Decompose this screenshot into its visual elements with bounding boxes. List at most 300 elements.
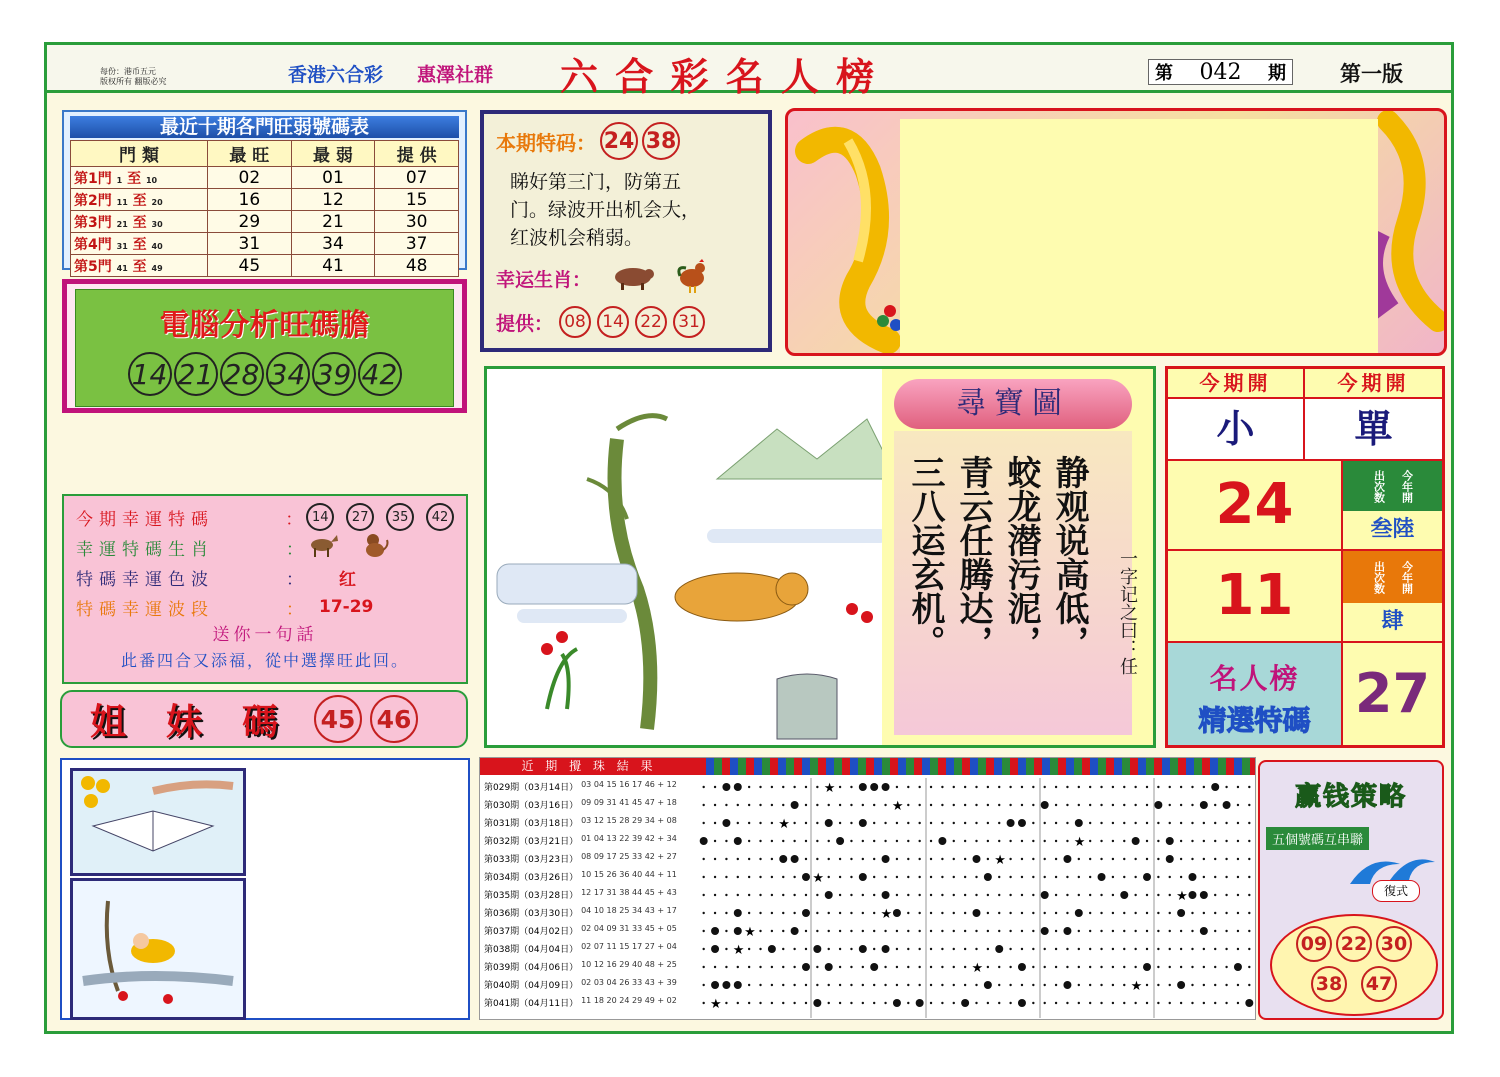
empty-dot-mark [884, 876, 886, 878]
picture-panel [60, 758, 470, 1020]
empty-dot-mark [941, 876, 943, 878]
empty-dot-mark [1044, 786, 1046, 788]
empty-dot-mark [1078, 894, 1080, 896]
drawn-dot-mark [722, 981, 730, 989]
empty-dot-mark [748, 822, 750, 824]
empty-dot-mark [1248, 858, 1250, 860]
open-header-2: 今期開 [1305, 369, 1442, 399]
empty-dot-mark [1021, 786, 1023, 788]
empty-dot-mark [998, 840, 1000, 842]
empty-dot-mark [805, 822, 807, 824]
door-to-word: 至 [132, 236, 147, 253]
empty-dot-mark [1157, 822, 1159, 824]
empty-dot-mark [828, 876, 830, 878]
lucky-number: 35 [386, 503, 414, 531]
drawn-dot-mark [734, 981, 742, 989]
drawn-dot-mark [779, 855, 787, 863]
empty-dot-mark [1112, 984, 1114, 986]
empty-dot-mark [1191, 912, 1193, 914]
empty-dot-mark [759, 930, 761, 932]
empty-dot-mark [918, 966, 920, 968]
tag-year: 今年開 [1400, 560, 1414, 594]
empty-dot-mark [1089, 894, 1091, 896]
empty-dot-mark [1146, 840, 1148, 842]
empty-dot-mark [1203, 948, 1205, 950]
empty-dot-mark [1180, 1002, 1182, 1004]
empty-dot-mark [964, 948, 966, 950]
computer-title: 電腦分析旺碼膽 [159, 308, 370, 343]
empty-dot-mark [1237, 840, 1239, 842]
empty-dot-mark [725, 858, 727, 860]
result-numbers: 10 15 26 36 40 44 + 11 [581, 870, 677, 879]
empty-dot-mark [1237, 876, 1239, 878]
empty-dot-mark [953, 948, 955, 950]
lucky-panel: 今期幸運特碼 ： 14 27 35 42 幸運特碼生肖 ： 特碼幸運色波 ： 红 特碼幸運波段 ： 17-29 送你一句話 此番四合又添福，從中選擇旺此回。 [62, 494, 468, 684]
empty-dot-mark [1214, 840, 1216, 842]
empty-dot-mark [725, 894, 727, 896]
empty-dot-mark [1180, 966, 1182, 968]
empty-dot-mark [702, 894, 704, 896]
empty-dot-mark [1089, 858, 1091, 860]
empty-dot-mark [1191, 786, 1193, 788]
empty-dot-mark [782, 876, 784, 878]
list-item [484, 852, 696, 870]
empty-dot-mark [1191, 966, 1193, 968]
empty-dot-mark [941, 912, 943, 914]
empty-dot-mark [737, 858, 739, 860]
drawn-dot-mark [734, 783, 742, 791]
drawn-dot-mark [791, 927, 799, 935]
drawn-dot-mark [870, 963, 878, 971]
empty-dot-mark [896, 822, 898, 824]
empty-dot-mark [1214, 948, 1216, 950]
issue-box [1148, 59, 1293, 85]
empty-dot-mark [1021, 912, 1023, 914]
empty-dot-mark [805, 930, 807, 932]
list-item [484, 816, 696, 834]
result-issue: 第037期（04月02日） [484, 927, 579, 937]
empty-dot-mark [987, 1002, 989, 1004]
empty-dot-mark [816, 930, 818, 932]
empty-dot-mark [1225, 858, 1227, 860]
empty-dot-mark [1237, 948, 1239, 950]
empty-dot-mark [953, 966, 955, 968]
empty-dot-mark [1180, 858, 1182, 860]
empty-dot-mark [839, 894, 841, 896]
empty-dot-mark [1055, 876, 1057, 878]
empty-dot-mark [918, 876, 920, 878]
drawn-dot-mark [1120, 891, 1128, 899]
empty-dot-mark [1237, 894, 1239, 896]
empty-dot-mark [793, 984, 795, 986]
empty-dot-mark [1203, 858, 1205, 860]
empty-dot-mark [1009, 894, 1011, 896]
lucky-color-value: 红 [339, 569, 356, 590]
provide-number: 31 [673, 306, 705, 338]
drawn-dot-mark [791, 801, 799, 809]
drawn-dot-mark [1177, 909, 1185, 917]
empty-dot-mark [998, 876, 1000, 878]
result-issue: 第035期（03月28日） [484, 891, 579, 901]
empty-dot-mark [1044, 948, 1046, 950]
empty-dot-mark [1214, 984, 1216, 986]
empty-dot-mark [1225, 948, 1227, 950]
empty-dot-mark [1214, 1002, 1216, 1004]
col-header-cold: 最 弱 [291, 141, 375, 167]
horse-icon [307, 532, 339, 562]
empty-dot-mark [953, 894, 955, 896]
empty-dot-mark [850, 786, 852, 788]
count-tag-1 [1343, 461, 1442, 511]
empty-dot-mark [850, 858, 852, 860]
empty-dot-mark [828, 984, 830, 986]
empty-dot-mark [1066, 840, 1068, 842]
empty-dot-mark [930, 840, 932, 842]
drawn-dot-mark [1075, 819, 1083, 827]
empty-dot-mark [759, 786, 761, 788]
give-cell: 30 [375, 211, 459, 233]
poem-line: 三八运玄机 [905, 455, 945, 625]
door-label: 第1門 [74, 170, 112, 187]
empty-dot-mark [1237, 912, 1239, 914]
provide-label: 提供： [496, 312, 554, 335]
empty-dot-mark [896, 930, 898, 932]
size-value: 小 [1168, 399, 1305, 461]
empty-dot-mark [1089, 1002, 1091, 1004]
empty-dot-mark [782, 912, 784, 914]
empty-dot-mark [1032, 966, 1034, 968]
empty-dot-mark [975, 786, 977, 788]
empty-dot-mark [918, 822, 920, 824]
empty-dot-mark [850, 876, 852, 878]
empty-dot-mark [725, 912, 727, 914]
result-numbers: 01 04 13 22 39 42 + 34 [581, 834, 677, 843]
empty-dot-mark [1055, 984, 1057, 986]
empty-dot-mark [1100, 804, 1102, 806]
empty-dot-mark [1055, 804, 1057, 806]
empty-dot-mark [907, 876, 909, 878]
col-header-hot: 最 旺 [208, 141, 292, 167]
empty-dot-mark [1112, 804, 1114, 806]
drawn-dot-mark [1200, 891, 1208, 899]
empty-dot-mark [1112, 786, 1114, 788]
empty-dot-mark [1225, 1002, 1227, 1004]
empty-dot-mark [714, 858, 716, 860]
drawn-dot-mark [961, 999, 969, 1007]
empty-dot-mark [805, 786, 807, 788]
strategy-panel [1258, 760, 1444, 1020]
empty-dot-mark [702, 858, 704, 860]
result-issue: 第036期（03月30日） [484, 909, 579, 919]
empty-dot-mark [1214, 966, 1216, 968]
empty-dot-mark [896, 984, 898, 986]
empty-dot-mark [998, 966, 1000, 968]
empty-dot-mark [748, 858, 750, 860]
provide-number: 08 [559, 306, 591, 338]
fishing-scene-icon [73, 881, 237, 1011]
empty-dot-mark [839, 858, 841, 860]
result-issue: 第033期（03月23日） [484, 855, 579, 865]
empty-dot-mark [771, 804, 773, 806]
empty-dot-mark [793, 840, 795, 842]
drawn-dot-mark [1041, 891, 1049, 899]
empty-dot-mark [1032, 912, 1034, 914]
give-cell: 37 [375, 233, 459, 255]
empty-dot-mark [771, 1002, 773, 1004]
empty-dot-mark [748, 840, 750, 842]
empty-dot-mark [839, 966, 841, 968]
empty-dot-mark [918, 984, 920, 986]
empty-dot-mark [1225, 930, 1227, 932]
empty-dot-mark [850, 930, 852, 932]
result-issue: 第031期（03月18日） [484, 819, 579, 829]
empty-dot-mark [1100, 966, 1102, 968]
issue-number: 042 [1199, 59, 1242, 85]
empty-dot-mark [1191, 840, 1193, 842]
empty-dot-mark [816, 786, 818, 788]
empty-dot-mark [805, 1002, 807, 1004]
empty-dot-mark [884, 930, 886, 932]
empty-dot-mark [850, 966, 852, 968]
empty-dot-mark [1112, 930, 1114, 932]
empty-dot-mark [793, 912, 795, 914]
empty-dot-mark [725, 804, 727, 806]
ten-period-title: 最近十期各門旺弱號碼表 [70, 116, 459, 138]
door-to-word: 至 [127, 170, 142, 187]
lucky-zodiac-label: 幸運特碼生肖 [76, 539, 214, 560]
empty-dot-mark [953, 804, 955, 806]
empty-dot-mark [1191, 858, 1193, 860]
computer-number: 42 [358, 352, 402, 396]
empty-dot-mark [930, 786, 932, 788]
copyright-note: 版权所有 翻版必究 [100, 77, 167, 86]
empty-dot-mark [998, 804, 1000, 806]
ten-period-panel [62, 110, 467, 276]
empty-dot-mark [1123, 930, 1125, 932]
empty-dot-mark [737, 876, 739, 878]
door-cell [71, 211, 208, 233]
result-issue: 第041期（04月11日） [484, 999, 579, 1009]
empty-dot-mark [998, 912, 1000, 914]
empty-dot-mark [1146, 1002, 1148, 1004]
empty-dot-mark [873, 822, 875, 824]
treasure-title: 尋寶圖 [894, 379, 1132, 429]
drawn-dot-mark [1075, 909, 1083, 917]
empty-dot-mark [737, 1002, 739, 1004]
empty-dot-mark [839, 804, 841, 806]
empty-dot-mark [1134, 858, 1136, 860]
empty-dot-mark [1225, 894, 1227, 896]
empty-dot-mark [930, 876, 932, 878]
empty-dot-mark [1009, 948, 1011, 950]
drawn-dot-mark [1063, 981, 1071, 989]
empty-dot-mark [805, 804, 807, 806]
empty-dot-mark [1009, 912, 1011, 914]
result-issue: 第040期（04月09日） [484, 981, 579, 991]
empty-dot-mark [1225, 786, 1227, 788]
brand-box [1168, 643, 1343, 745]
price-note [100, 67, 167, 87]
empty-dot-mark [1134, 804, 1136, 806]
empty-dot-mark [850, 894, 852, 896]
empty-dot-mark [1100, 948, 1102, 950]
door-to: 30 [151, 219, 163, 229]
empty-dot-mark [1123, 822, 1125, 824]
empty-dot-mark [884, 984, 886, 986]
empty-dot-mark [1157, 894, 1159, 896]
empty-dot-mark [884, 840, 886, 842]
list-item [484, 888, 696, 906]
empty-dot-mark [1100, 858, 1102, 860]
empty-dot-mark [907, 804, 909, 806]
page-title: 六 合 彩 名 人 榜 [560, 54, 877, 99]
count-tag-2 [1343, 551, 1442, 603]
empty-dot-mark [975, 876, 977, 878]
empty-dot-mark [964, 858, 966, 860]
drawn-dot-mark [1211, 783, 1219, 791]
drawn-dot-mark [1007, 819, 1015, 827]
empty-dot-mark [1089, 822, 1091, 824]
decorative-banner [785, 108, 1447, 356]
empty-dot-mark [987, 948, 989, 950]
door-to: 20 [151, 197, 163, 207]
empty-dot-mark [1066, 804, 1068, 806]
empty-dot-mark [1191, 930, 1193, 932]
empty-dot-mark [1009, 984, 1011, 986]
empty-dot-mark [1078, 948, 1080, 950]
empty-dot-mark [1123, 1002, 1125, 1004]
special-star-mark: ★ [732, 943, 745, 958]
drawn-dot-mark [882, 891, 890, 899]
empty-dot-mark [1248, 984, 1250, 986]
empty-dot-mark [998, 930, 1000, 932]
empty-dot-mark [793, 876, 795, 878]
door-from: 11 [116, 197, 128, 207]
empty-dot-mark [1134, 1002, 1136, 1004]
empty-dot-mark [839, 822, 841, 824]
empty-dot-mark [1123, 948, 1125, 950]
door-cell [71, 189, 208, 211]
brand-community: 惠澤社群 [417, 64, 494, 86]
empty-dot-mark [1055, 786, 1057, 788]
drawn-dot-mark [734, 837, 742, 845]
treasure-hint: 一字记之曰：任 [1117, 549, 1138, 675]
empty-dot-mark [782, 1002, 784, 1004]
computer-number: 21 [174, 352, 218, 396]
result-numbers: 12 17 31 38 44 45 + 43 [581, 888, 677, 897]
empty-dot-mark [1100, 930, 1102, 932]
empty-dot-mark [1214, 858, 1216, 860]
empty-dot-mark [737, 894, 739, 896]
empty-dot-mark [975, 804, 977, 806]
empty-dot-mark [1032, 984, 1034, 986]
empty-dot-mark [975, 1002, 977, 1004]
poem-line: 蛟龙潜污泥 [1001, 455, 1041, 625]
treasure-scene-icon [487, 369, 887, 745]
empty-dot-mark [1055, 840, 1057, 842]
empty-dot-mark [702, 984, 704, 986]
drawn-dot-mark [995, 945, 1003, 953]
empty-dot-mark [930, 858, 932, 860]
hot-number-1: 24 [1168, 461, 1343, 551]
drawn-dot-mark [882, 855, 890, 863]
empty-dot-mark [1009, 930, 1011, 932]
empty-dot-mark [1180, 948, 1182, 950]
drawn-dot-mark [1177, 981, 1185, 989]
empty-dot-mark [873, 912, 875, 914]
table-row [71, 189, 459, 211]
empty-dot-mark [1248, 804, 1250, 806]
empty-dot-mark [1169, 984, 1171, 986]
strategy-number: 38 [1311, 966, 1347, 1002]
empty-dot-mark [771, 966, 773, 968]
empty-dot-mark [1203, 912, 1205, 914]
empty-dot-mark [1157, 840, 1159, 842]
empty-dot-mark [1248, 912, 1250, 914]
empty-dot-mark [771, 930, 773, 932]
empty-dot-mark [1066, 912, 1068, 914]
drawn-dot-mark [711, 981, 719, 989]
result-issue: 第032期（03月21日） [484, 837, 579, 847]
empty-dot-mark [873, 930, 875, 932]
results-title: 近 期 攪 珠 結 果 [480, 758, 698, 775]
empty-dot-mark [1021, 984, 1023, 986]
result-numbers: 02 04 09 31 33 45 + 05 [581, 924, 677, 933]
empty-dot-mark [1089, 912, 1091, 914]
empty-dot-mark [1078, 984, 1080, 986]
computer-number: 14 [128, 352, 172, 396]
book-picture [70, 768, 246, 876]
open-header-1: 今期開 [1168, 369, 1305, 399]
lucky-range-label: 特碼幸運波段 [76, 599, 214, 620]
empty-dot-mark [1134, 822, 1136, 824]
empty-dot-mark [862, 894, 864, 896]
empty-dot-mark [850, 948, 852, 950]
drawn-dot-mark [1200, 927, 1208, 935]
poem-line: 静观说高低 [1049, 455, 1089, 625]
empty-dot-mark [1169, 804, 1171, 806]
empty-dot-mark [941, 930, 943, 932]
brand-hk: 香港六合彩 [288, 64, 384, 86]
empty-dot-mark [850, 840, 852, 842]
result-issue: 第038期（04月04日） [484, 945, 579, 955]
empty-dot-mark [1112, 876, 1114, 878]
drawn-dot-mark [802, 909, 810, 917]
empty-dot-mark [907, 966, 909, 968]
hot-cell: 16 [208, 189, 292, 211]
brand-subtitle: 精選特碼 [1198, 704, 1311, 737]
empty-dot-mark [1021, 858, 1023, 860]
empty-dot-mark [748, 786, 750, 788]
empty-dot-mark [1089, 786, 1091, 788]
empty-dot-mark [941, 894, 943, 896]
empty-dot-mark [907, 822, 909, 824]
empty-dot-mark [1032, 876, 1034, 878]
open-book-icon [73, 771, 237, 867]
empty-dot-mark [930, 822, 932, 824]
special-star-mark: ★ [710, 997, 722, 1012]
drawn-dot-mark [1166, 837, 1174, 845]
empty-dot-mark [771, 840, 773, 842]
empty-dot-mark [998, 786, 1000, 788]
table-row [71, 167, 459, 189]
empty-dot-mark [1169, 786, 1171, 788]
zodiac-label: 幸运生肖： [496, 268, 592, 291]
number-strip [698, 758, 1255, 775]
empty-dot-mark [896, 966, 898, 968]
price-note-line: 每份：港币五元 [100, 67, 156, 76]
empty-dot-mark [850, 1002, 852, 1004]
